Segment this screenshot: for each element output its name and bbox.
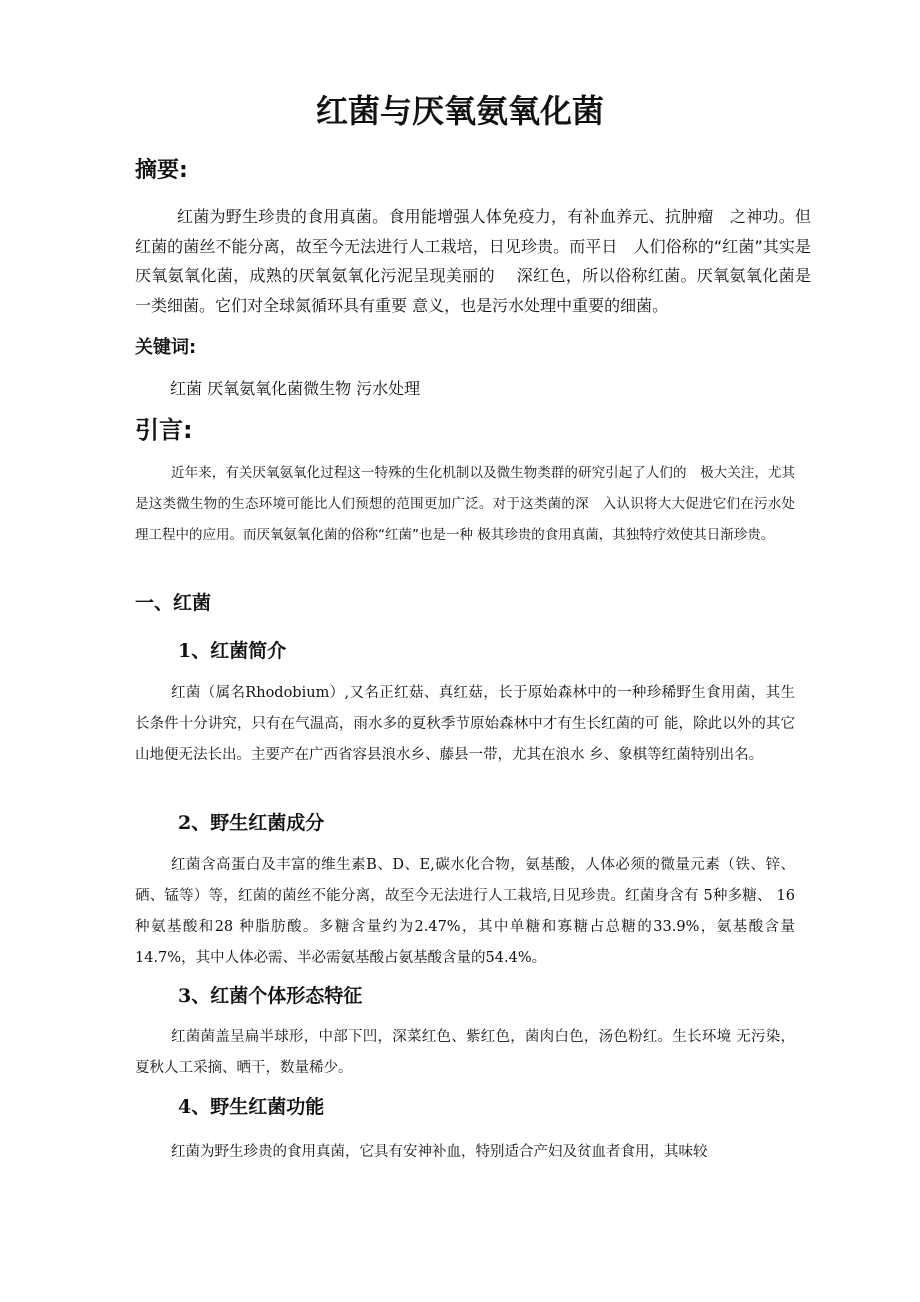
- subsection-paragraph-function: 红菌为野生珍贵的食用真菌，它具有安神补血，特别适合产妇及贫血者食用，其味较: [171, 1144, 708, 1160]
- subsection-paragraph-morphology: 红菌菌盖呈扁半球形，中部下凹，深菜红色、紫红色，菌肉白色，汤色粉红。生长环境 无污染，夏秋人工采摘、晒干，数量稀少。: [135, 1029, 795, 1076]
- document-title: 红菌与厌氧氨氧化菌: [315, 92, 604, 130]
- keywords-heading: 关键词:: [135, 337, 197, 358]
- subsection-heading-composition: 2、野生红菌成分: [178, 812, 325, 834]
- abstract-heading: 摘要:: [135, 158, 188, 183]
- section-1-heading: 一、红菌: [135, 592, 212, 614]
- keywords-text: 红菌 厌氧氨氧化菌微生物 污水处理: [170, 379, 421, 398]
- introduction-heading: 引言:: [135, 416, 193, 444]
- subsection-paragraph-intro: 红菌（属名Rhodobium）,又名正红菇、真红菇，长于原始森林中的一种珍稀野生食用菌，其生长条件十分讲究，只有在气温高，雨水多的夏秋季节原始森林中才有生长红菌的可 能，除此以外的其它山地便无法长出。主要产在广西省容县浪水乡、藤县一带，尤其在浪水 乡、象棋等红菌特别出名。: [135, 685, 795, 763]
- subsection-heading-morphology: 3、红菌个体形态特征: [178, 985, 363, 1007]
- abstract-paragraph: 红菌为野生珍贵的食用真菌。食用能增强人体免疫力，有补血养元、抗肿瘤 之神功。但红菌的菌丝不能分离，故至今无法进行人工栽培，日见珍贵。而平日 人们俗称的“红菌”其实是厌氧氨氧化菌，成熟的厌氧氨氧化污泥呈现美丽的 深红色，所以俗称红菌。厌氧氨氧化菌是一类细菌。它们对全球氮循环具有重要 意义，也是污水处理中重要的细菌。: [135, 207, 811, 315]
- subsection-paragraph-composition: 红菌含高蛋白及丰富的维生素B、D、E,碳水化合物，氨基酸，人体必须的微量元素（铁、锌、硒、锰等）等，红菌的菌丝不能分离，故至今无法进行人工栽培,日见珍贵。红菌身含有 5种多糖、 16种氨基酸和28 种脂肪酸。多糖含量约为2.47%，其中单糖和寡糖占总糖的33.9%，氨基酸含量14.7%，其中人体必需、半必需氨基酸占氨基酸含量的54.4%。: [135, 857, 795, 966]
- subsection-heading-intro: 1、红菌简介: [178, 640, 287, 662]
- subsection-heading-function: 4、野生红菌功能: [178, 1096, 325, 1118]
- introduction-paragraph: 近年来，有关厌氧氨氧化过程这一特殊的生化机制以及微生物类群的研究引起了人们的 极大关注，尤其是这类微生物的生态环境可能比人们预想的范围更加广泛。对于这类菌的深 入认识将大大促进它们在污水处理工程中的应用。而厌氧氨氧化菌的俗称“红菌”也是一种 极其珍贵的食用真菌，其独特疗效使其日渐珍贵。: [135, 465, 795, 543]
